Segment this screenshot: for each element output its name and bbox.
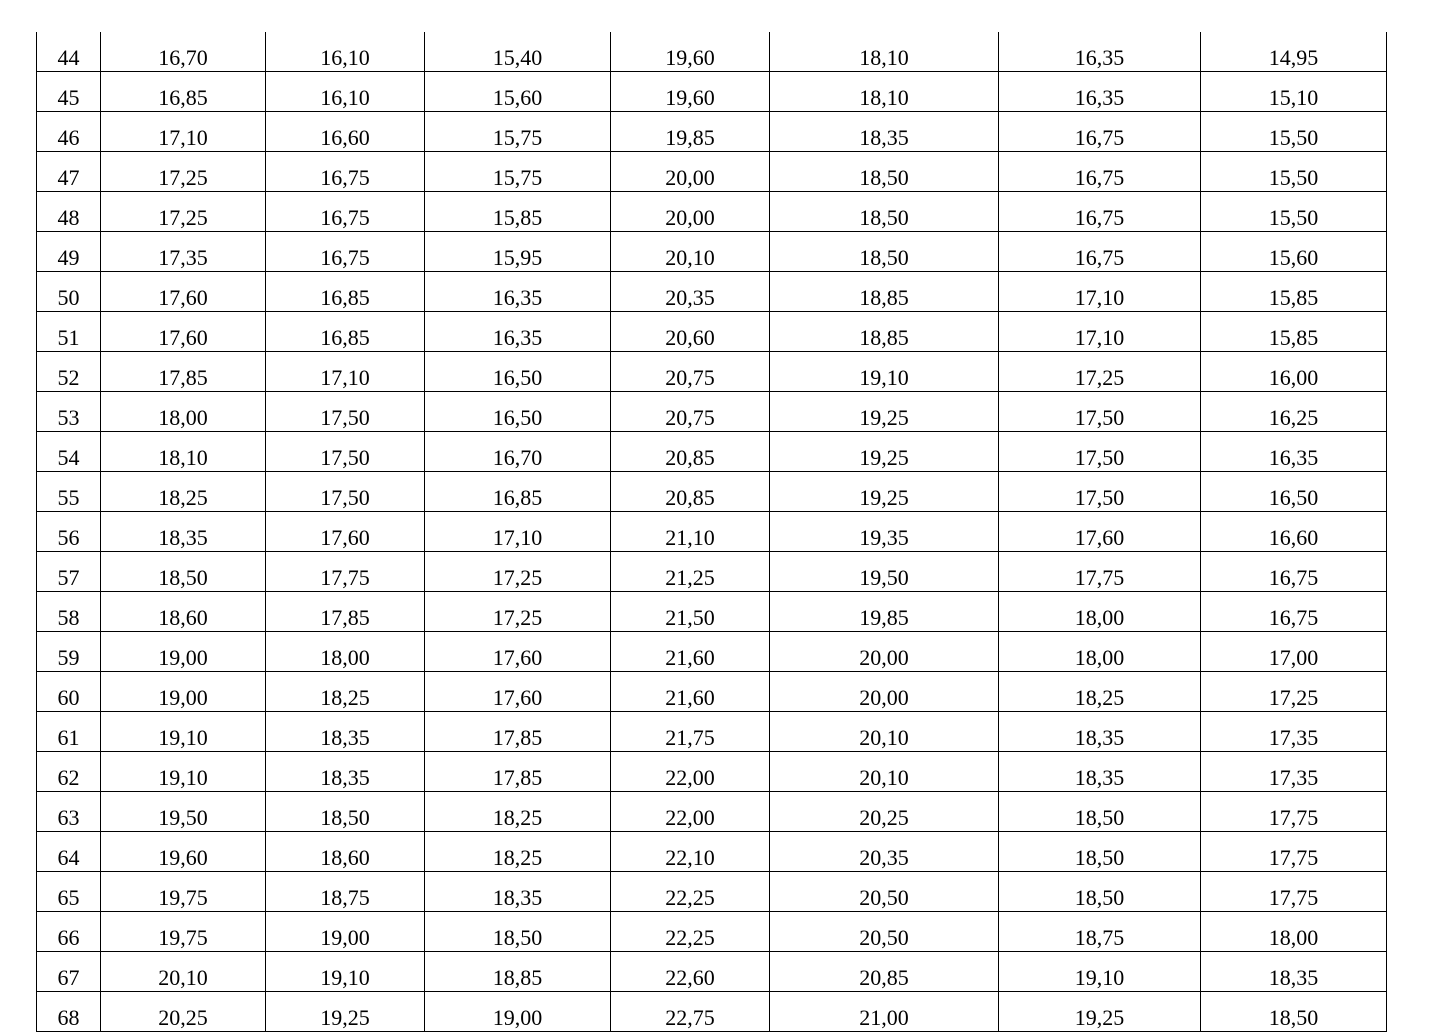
value-cell: 16,75 (266, 232, 425, 272)
value-cell: 20,85 (611, 432, 770, 472)
value-cell: 16,85 (101, 72, 266, 112)
table-row (37, 832, 1387, 872)
value-cell: 17,25 (101, 192, 266, 232)
value-cell: 19,00 (266, 912, 425, 952)
row-number-cell: 49 (37, 232, 101, 272)
row-number-cell: 57 (37, 552, 101, 592)
value-cell: 20,75 (611, 392, 770, 432)
row-number-cell: 53 (37, 392, 101, 432)
value-cell: 17,85 (425, 712, 611, 752)
value-cell: 18,10 (770, 32, 999, 72)
value-cell: 19,00 (425, 992, 611, 1032)
value-cell: 18,50 (1201, 992, 1387, 1032)
row-number-cell: 60 (37, 672, 101, 712)
value-cell: 18,85 (425, 952, 611, 992)
value-cell: 16,60 (266, 112, 425, 152)
value-cell: 15,95 (425, 232, 611, 272)
value-cell: 20,85 (611, 472, 770, 512)
table-row (37, 432, 1387, 472)
value-cell: 19,85 (611, 112, 770, 152)
value-cell: 19,25 (770, 472, 999, 512)
value-cell: 15,40 (425, 32, 611, 72)
table-body (37, 32, 1387, 1032)
value-cell: 16,60 (1201, 512, 1387, 552)
value-cell: 16,75 (999, 192, 1201, 232)
value-cell: 19,00 (101, 632, 266, 672)
value-cell: 18,50 (770, 232, 999, 272)
value-cell: 16,50 (1201, 472, 1387, 512)
row-number-cell: 51 (37, 312, 101, 352)
value-cell: 17,10 (999, 272, 1201, 312)
value-cell: 20,35 (611, 272, 770, 312)
value-cell: 19,85 (770, 592, 999, 632)
value-cell: 19,25 (266, 992, 425, 1032)
table-row (37, 112, 1387, 152)
value-cell: 17,10 (999, 312, 1201, 352)
value-cell: 20,50 (770, 912, 999, 952)
value-cell: 18,50 (999, 792, 1201, 832)
table-row (37, 272, 1387, 312)
row-number-cell: 63 (37, 792, 101, 832)
value-cell: 17,50 (266, 392, 425, 432)
value-cell: 16,25 (1201, 392, 1387, 432)
table-row (37, 792, 1387, 832)
table-row (37, 32, 1387, 72)
value-cell: 18,60 (266, 832, 425, 872)
value-cell: 16,10 (266, 32, 425, 72)
value-cell: 22,00 (611, 792, 770, 832)
value-cell: 17,50 (999, 392, 1201, 432)
value-cell: 22,75 (611, 992, 770, 1032)
value-cell: 16,35 (999, 72, 1201, 112)
value-cell: 17,60 (266, 512, 425, 552)
value-cell: 16,35 (999, 32, 1201, 72)
value-cell: 17,35 (101, 232, 266, 272)
value-cell: 19,60 (611, 72, 770, 112)
value-cell: 16,75 (1201, 552, 1387, 592)
value-cell: 20,60 (611, 312, 770, 352)
value-cell: 19,10 (770, 352, 999, 392)
value-cell: 15,10 (1201, 72, 1387, 112)
value-cell: 20,10 (770, 712, 999, 752)
value-cell: 18,25 (266, 672, 425, 712)
table-row (37, 912, 1387, 952)
value-cell: 17,75 (1201, 832, 1387, 872)
value-cell: 17,10 (101, 112, 266, 152)
value-cell: 16,35 (1201, 432, 1387, 472)
value-cell: 18,35 (266, 752, 425, 792)
row-number-cell: 66 (37, 912, 101, 952)
value-cell: 15,50 (1201, 192, 1387, 232)
value-cell: 18,00 (266, 632, 425, 672)
table-row (37, 552, 1387, 592)
value-cell: 17,75 (1201, 792, 1387, 832)
value-cell: 18,75 (266, 872, 425, 912)
value-cell: 16,00 (1201, 352, 1387, 392)
value-cell: 20,75 (611, 352, 770, 392)
value-cell: 19,25 (770, 392, 999, 432)
table-row (37, 992, 1387, 1032)
value-cell: 18,35 (999, 712, 1201, 752)
row-number-cell: 59 (37, 632, 101, 672)
row-number-cell: 50 (37, 272, 101, 312)
value-cell: 18,35 (101, 512, 266, 552)
value-cell: 18,35 (425, 872, 611, 912)
value-cell: 20,10 (611, 232, 770, 272)
value-cell: 19,50 (101, 792, 266, 832)
value-cell: 19,10 (999, 952, 1201, 992)
row-number-cell: 68 (37, 992, 101, 1032)
value-cell: 18,25 (425, 832, 611, 872)
value-cell: 19,00 (101, 672, 266, 712)
value-cell: 22,25 (611, 912, 770, 952)
value-cell: 21,50 (611, 592, 770, 632)
value-cell: 17,85 (425, 752, 611, 792)
row-number-cell: 46 (37, 112, 101, 152)
value-cell: 18,35 (999, 752, 1201, 792)
value-cell: 20,25 (770, 792, 999, 832)
value-cell: 17,75 (999, 552, 1201, 592)
data-table-container (36, 32, 1387, 1032)
value-cell: 15,60 (1201, 232, 1387, 272)
value-cell: 18,00 (1201, 912, 1387, 952)
value-cell: 18,25 (101, 472, 266, 512)
value-cell: 21,10 (611, 512, 770, 552)
value-cell: 19,10 (101, 712, 266, 752)
value-cell: 21,60 (611, 672, 770, 712)
value-cell: 15,50 (1201, 152, 1387, 192)
value-cell: 16,85 (266, 272, 425, 312)
value-cell: 22,60 (611, 952, 770, 992)
value-cell: 20,00 (770, 632, 999, 672)
table-row (37, 872, 1387, 912)
value-cell: 16,50 (425, 352, 611, 392)
value-cell: 16,50 (425, 392, 611, 432)
value-cell: 17,35 (1201, 712, 1387, 752)
value-cell: 18,50 (770, 152, 999, 192)
value-cell: 16,75 (999, 152, 1201, 192)
value-cell: 20,85 (770, 952, 999, 992)
table-row (37, 472, 1387, 512)
table-row (37, 592, 1387, 632)
row-number-cell: 64 (37, 832, 101, 872)
value-cell: 19,25 (999, 992, 1201, 1032)
value-cell: 18,35 (1201, 952, 1387, 992)
value-cell: 17,85 (101, 352, 266, 392)
value-cell: 17,10 (266, 352, 425, 392)
value-cell: 20,35 (770, 832, 999, 872)
value-cell: 17,25 (999, 352, 1201, 392)
value-cell: 18,85 (770, 312, 999, 352)
row-number-cell: 65 (37, 872, 101, 912)
value-cell: 16,35 (425, 272, 611, 312)
value-cell: 22,25 (611, 872, 770, 912)
table-row (37, 392, 1387, 432)
value-cell: 18,10 (770, 72, 999, 112)
row-number-cell: 54 (37, 432, 101, 472)
value-cell: 18,60 (101, 592, 266, 632)
table-row (37, 152, 1387, 192)
value-cell: 17,75 (1201, 872, 1387, 912)
value-cell: 18,75 (999, 912, 1201, 952)
value-cell: 18,25 (999, 672, 1201, 712)
value-cell: 17,60 (425, 632, 611, 672)
value-cell: 17,35 (1201, 752, 1387, 792)
table-row (37, 632, 1387, 672)
value-cell: 21,75 (611, 712, 770, 752)
value-cell: 17,50 (266, 432, 425, 472)
value-cell: 19,60 (611, 32, 770, 72)
value-cell: 19,10 (101, 752, 266, 792)
value-cell: 18,50 (999, 832, 1201, 872)
row-number-cell: 62 (37, 752, 101, 792)
row-number-cell: 55 (37, 472, 101, 512)
value-cell: 17,25 (1201, 672, 1387, 712)
value-cell: 17,60 (425, 672, 611, 712)
value-cell: 18,50 (770, 192, 999, 232)
value-cell: 19,25 (770, 432, 999, 472)
value-cell: 19,60 (101, 832, 266, 872)
value-cell: 18,50 (999, 872, 1201, 912)
value-cell: 17,25 (101, 152, 266, 192)
row-number-cell: 45 (37, 72, 101, 112)
value-cell: 16,75 (266, 192, 425, 232)
table-row (37, 512, 1387, 552)
table-row (37, 352, 1387, 392)
value-cell: 21,60 (611, 632, 770, 672)
value-cell: 15,60 (425, 72, 611, 112)
value-cell: 17,50 (266, 472, 425, 512)
value-cell: 19,75 (101, 872, 266, 912)
value-cell: 15,75 (425, 152, 611, 192)
value-cell: 16,10 (266, 72, 425, 112)
value-cell: 16,75 (999, 232, 1201, 272)
value-cell: 18,25 (425, 792, 611, 832)
value-cell: 19,50 (770, 552, 999, 592)
table-row (37, 672, 1387, 712)
value-cell: 22,00 (611, 752, 770, 792)
table-row (37, 232, 1387, 272)
data-table (36, 32, 1387, 1032)
row-number-cell: 48 (37, 192, 101, 232)
table-row (37, 712, 1387, 752)
row-number-cell: 61 (37, 712, 101, 752)
value-cell: 16,75 (1201, 592, 1387, 632)
value-cell: 20,00 (611, 192, 770, 232)
value-cell: 17,85 (266, 592, 425, 632)
value-cell: 18,35 (770, 112, 999, 152)
row-number-cell: 52 (37, 352, 101, 392)
value-cell: 17,75 (266, 552, 425, 592)
value-cell: 15,50 (1201, 112, 1387, 152)
value-cell: 16,75 (999, 112, 1201, 152)
table-row (37, 72, 1387, 112)
value-cell: 20,25 (101, 992, 266, 1032)
value-cell: 18,10 (101, 432, 266, 472)
value-cell: 17,60 (101, 272, 266, 312)
row-number-cell: 47 (37, 152, 101, 192)
value-cell: 17,60 (999, 512, 1201, 552)
value-cell: 20,00 (770, 672, 999, 712)
row-number-cell: 44 (37, 32, 101, 72)
value-cell: 16,85 (425, 472, 611, 512)
value-cell: 15,85 (425, 192, 611, 232)
value-cell: 21,25 (611, 552, 770, 592)
value-cell: 14,95 (1201, 32, 1387, 72)
value-cell: 20,10 (770, 752, 999, 792)
value-cell: 18,00 (999, 632, 1201, 672)
value-cell: 18,85 (770, 272, 999, 312)
value-cell: 16,70 (101, 32, 266, 72)
value-cell: 18,50 (266, 792, 425, 832)
table-row (37, 192, 1387, 232)
value-cell: 15,85 (1201, 272, 1387, 312)
value-cell: 21,00 (770, 992, 999, 1032)
value-cell: 18,00 (999, 592, 1201, 632)
row-number-cell: 56 (37, 512, 101, 552)
value-cell: 20,10 (101, 952, 266, 992)
value-cell: 22,10 (611, 832, 770, 872)
value-cell: 16,75 (266, 152, 425, 192)
value-cell: 15,75 (425, 112, 611, 152)
value-cell: 17,50 (999, 432, 1201, 472)
value-cell: 16,85 (266, 312, 425, 352)
value-cell: 19,75 (101, 912, 266, 952)
value-cell: 17,00 (1201, 632, 1387, 672)
value-cell: 20,00 (611, 152, 770, 192)
table-row (37, 312, 1387, 352)
value-cell: 19,35 (770, 512, 999, 552)
row-number-cell: 58 (37, 592, 101, 632)
value-cell: 15,85 (1201, 312, 1387, 352)
value-cell: 17,60 (101, 312, 266, 352)
value-cell: 16,70 (425, 432, 611, 472)
row-number-cell: 67 (37, 952, 101, 992)
value-cell: 17,25 (425, 592, 611, 632)
value-cell: 18,00 (101, 392, 266, 432)
value-cell: 18,50 (425, 912, 611, 952)
value-cell: 17,50 (999, 472, 1201, 512)
value-cell: 17,10 (425, 512, 611, 552)
value-cell: 19,10 (266, 952, 425, 992)
table-row (37, 952, 1387, 992)
table-row (37, 752, 1387, 792)
value-cell: 16,35 (425, 312, 611, 352)
value-cell: 17,25 (425, 552, 611, 592)
value-cell: 18,35 (266, 712, 425, 752)
value-cell: 18,50 (101, 552, 266, 592)
value-cell: 20,50 (770, 872, 999, 912)
